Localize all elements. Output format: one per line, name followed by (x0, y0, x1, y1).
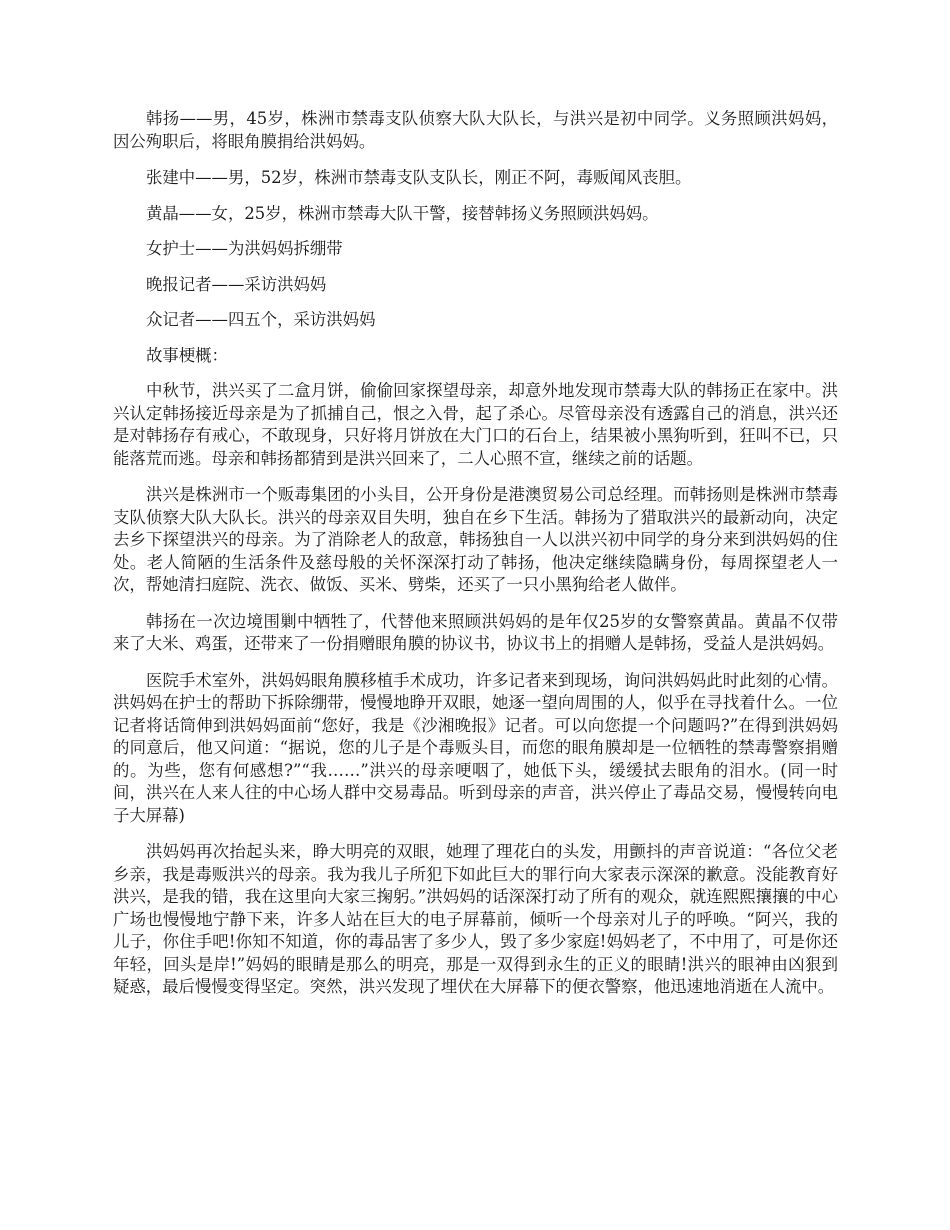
character-hanyang: 韩扬——男，45岁，株洲市禁毒支队侦察大队大队长，与洪兴是初中同学。义务照顾洪妈妈，因公殉职后，将眼角膜捐给洪妈妈。 (113, 109, 838, 151)
synopsis-paragraph: 中秋节，洪兴买了二盒月饼，偷偷回家探望母亲，却意外地发现市禁毒大队的韩扬正在家中。洪兴认定韩扬接近母亲是为了抓捕自己，恨之入骨，起了杀心。尽管母亲没有透露自己的消息，洪兴还是对韩扬存有戒心，不敢现身，只好将月饼放在大门口的石台上，结果被小黑狗听到，狂叫不已，只能落荒而逃。母亲和韩扬都猜到是洪兴回来了，二人心照不宣，继续之前的话题。 (113, 381, 838, 468)
synopsis-paragraph: 医院手术室外，洪妈妈眼角膜移植手术成功，许多记者来到现场，询问洪妈妈此时此刻的心情。洪妈妈在护士的帮助下拆除绷带，慢慢地睁开双眼，她逐一望向周围的人，似乎在寻找着什么。一位记者将话筒伸到洪妈妈面前“您好，我是《沙湘晚报》记者。可以向您提一个问题吗?”在得到洪妈妈的同意后，他又问道：“据说，您的儿子是个毒贩头目，而您的眼角膜却是一位牺牲的禁毒警察捐赠的。为些，您有何感想?”“我……”洪兴的母亲哽咽了，她低下头，缓缓拭去眼角的泪水。(同一时间，洪兴在人来人往的中心场人群中交易毒品。听到母亲的声音，洪兴停止了毒品交易，慢慢转向电子大屏幕) (113, 670, 838, 825)
character-reporters: 众记者——四五个，采访洪妈妈 (146, 310, 376, 329)
character-huangjing: 黄晶——女，25岁，株洲市禁毒大队干警，接替韩扬义务照顾洪妈妈。 (146, 203, 659, 223)
character-nurse: 女护士——为洪妈妈拆绷带 (146, 239, 343, 258)
character-reporter: 晚报记者——采访洪妈妈 (146, 274, 327, 294)
synopsis-paragraph: 洪妈妈再次抬起头来，睁大明亮的双眼，她理了理花白的头发，用颤抖的声音说道：“各位父老乡亲，我是毒贩洪兴的母亲。我为我儿子所犯下如此巨大的罪行向大家表示深深的歉意。没能教育好洪兴，是我的错，我在这里向大家三掬躬。”洪妈妈的话深深打动了所有的观众，就连熙熙攘攘的中心广场也慢慢地宁静下来，许多人站在巨大的电子屏幕前，倾听一个母亲对儿子的呼唤。“阿兴，我的儿子，你住手吧!你知不知道，你的毒品害了多少人，毁了多少家庭!妈妈老了，不中用了，可是你还年轻，回头是岸!”妈妈的眼睛是那么的明亮，那是一双得到永生的正义的眼睛!洪兴的眼神由凶狠到疑惑，最后慢慢变得坚定。突然，洪兴发现了埋伏在大屏幕下的便衣警察，他迅速地消逝在人流中。 (113, 842, 838, 996)
synopsis-paragraph: 洪兴是株洲市一个贩毒集团的小头目，公开身份是港澳贸易公司总经理。而韩扬则是株洲市禁毒支队侦察大队大队长。洪兴的母亲双目失明，独自在乡下生活。韩扬为了猎取洪兴的最新动向，决定去乡下探望洪兴的母亲。为了消除老人的敌意，韩扬独自一人以洪兴初中同学的身分来到洪妈妈的住处。老人简陋的生活条件及慈母般的关怀深深打动了韩扬，他决定继续隐瞒身份，每周探望老人一次，帮她清扫庭院、洗衣、做饭、买米、劈柴，还买了一只小黑狗给老人做伴。 (113, 485, 838, 594)
document-body (113, 108, 838, 1013)
character-zhangjianzhong: 张建中——男，52岁，株洲市禁毒支队支队长，刚正不阿，毒贩闻风丧胆。 (146, 168, 692, 187)
synopsis-heading: 故事梗概： (146, 345, 228, 365)
synopsis-paragraph: 韩扬在一次边境围剿中牺牲了，代替他来照顾洪妈妈的是年仅25岁的女警察黄晶。黄晶不仅带来了大米、鸡蛋，还带来了一份捐赠眼角膜的协议书，协议书上的捐赠人是韩扬，受益人是洪妈妈。 (113, 611, 838, 653)
